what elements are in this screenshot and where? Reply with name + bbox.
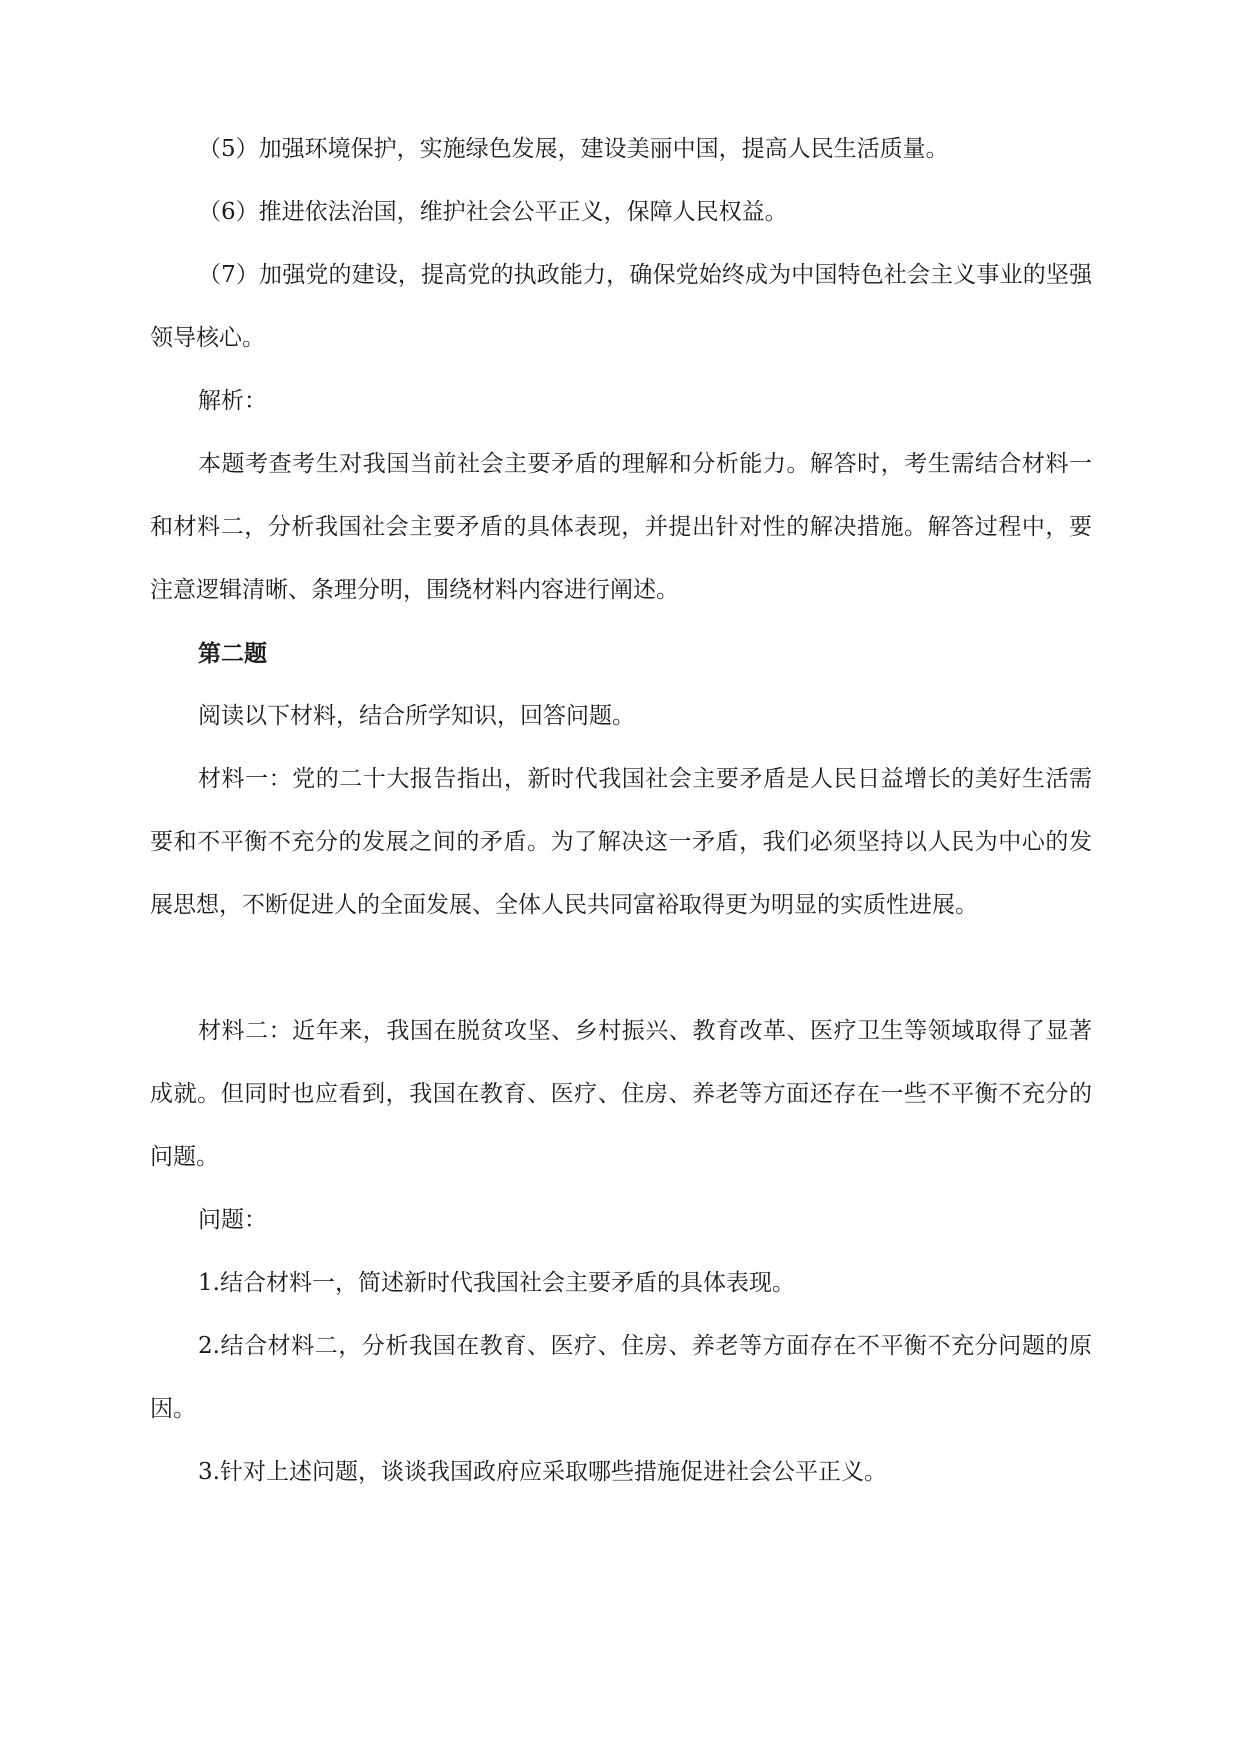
paragraph-measure-6: （6）推进依法治国，维护社会公平正义，保障人民权益。 — [198, 199, 788, 225]
paragraph-measure-5: （5）加强环境保护，实施绿色发展，建设美丽中国，提高人民生活质量。 — [198, 136, 949, 162]
question-item-2: 2.结合材料二，分析我国在教育、医疗、住房、养老等方面存在不平衡不充分问题的原因。 — [150, 1333, 1092, 1422]
material-two: 材料二：近年来，我国在脱贫攻坚、乡村振兴、教育改革、医疗卫生等领域取得了显著成就。但同时也应看到，我国在教育、医疗、住房、养老等方面还存在一些不平衡不充分的问题。 — [150, 1018, 1092, 1170]
reading-instruction: 阅读以下材料，结合所学知识，回答问题。 — [198, 703, 635, 729]
analysis-label: 解析： — [198, 388, 267, 414]
question-label: 问题： — [198, 1207, 267, 1233]
material-one: 材料一：党的二十大报告指出，新时代我国社会主要矛盾是人民日益增长的美好生活需要和不平衡不充分的发展之间的矛盾。为了解决这一矛盾，我们必须坚持以人民为中心的发展思想，不断促进人的全面发展、全体人民共同富裕取得更为明显的实质性进展。 — [150, 766, 1092, 918]
paragraph-measure-7: （7）加强党的建设，提高党的执政能力，确保党始终成为中国特色社会主义事业的坚强领导核心。 — [150, 262, 1092, 351]
question-two-title: 第二题 — [198, 640, 267, 667]
question-item-3: 3.针对上述问题，谈谈我国政府应采取哪些措施促进社会公平正义。 — [198, 1459, 887, 1485]
analysis-body: 本题考查考生对我国当前社会主要矛盾的理解和分析能力。解答时，考生需结合材料一和材料二，分析我国社会主要矛盾的具体表现，并提出针对性的解决措施。解答过程中，要注意逻辑清晰、条理分明，围绕材料内容进行阐述。 — [150, 451, 1092, 603]
question-item-1: 1.结合材料一，简述新时代我国社会主要矛盾的具体表现。 — [198, 1270, 795, 1296]
